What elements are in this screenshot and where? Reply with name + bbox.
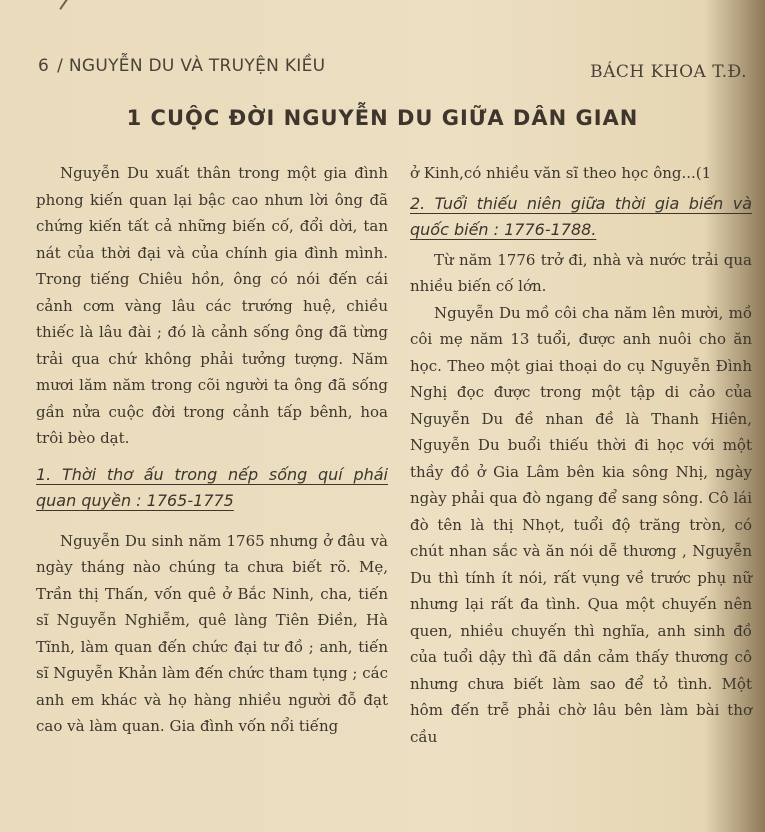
section-1-paragraph: Nguyễn Du sinh năm 1765 nhưng ở đâu và ngày tháng nào chúng ta chưa biết rõ. Mẹ, Trần thị Thấn, vốn quê ở Bắc Ninh, cha, tiến sĩ Nguyễn Nghiễm, quê làng Tiên Điền, Hà Tĩnh, làm quan đến chức đại tư đồ ; anh, tiến sĩ Nguyễn Khản làm đến chức tham tụng ; các anh em khác và họ hàng nhiều người đỗ đạt cao và làm quan. Gia đình vốn nổi tiếng bbox=[36, 531, 388, 735]
page-header bbox=[38, 56, 747, 84]
running-title: / NGUYỄN DU VÀ TRUYỆN KIỀU bbox=[57, 56, 326, 76]
publisher-label: BÁCH KHOA T.Đ. bbox=[590, 62, 747, 82]
right-column bbox=[410, 160, 752, 750]
intro-paragraph: Nguyễn Du xuất thân trong một gia đình phong kiến quan lại bậc cao nhưn lời ông đã chứng kiến tất cả những biến cố, đổi dời, tan nát của thời đại và của chính gia đình mình. Trong tiếng Chiêu hồn, ông có nói đến cái cảnh cơm vàng lâu các trướng huệ, chiều thiếc là lâu đài ; đó là cảnh sống ông đã từng trải qua chứ không phải tưởng tượng. Năm mươi lăm năm trong cõi người ta ông đã sống gần nửa cuộc đời trong cảnh tấp bênh, hoa trôi bèo dạt. bbox=[36, 164, 388, 447]
running-head-left bbox=[38, 56, 325, 76]
section-2-paragraph-1: Từ năm 1776 trở đi, nhà và nước trải qua nhiều biến cố lớn. bbox=[410, 250, 752, 295]
section-2-paragraph-2: Nguyễn Du mồ côi cha năm lên mười, mồ côi mẹ năm 13 tuổi, được anh nuôi cho ăn học. Theo một giai thoại do cụ Nguyễn Đình Nghị đọc được trong một tập di cảo của Nguyễn Du đề nhan đề là Thanh Hiên, Nguyễn Du buổi thiếu thời đi học với một thầy đồ ở Gia Lâm bên kia sông Nhị, ngày ngày phải qua đò ngang để sang sông. Cô lái đò tên là thị Nhọt, tuổi độ trăng tròn, có chút nhan sắc và ăn nói dễ thương , Nguyễn Du thì tính ít nói, rất vụng về trước phụ nữ nhưng lại rất đa tình. Qua một chuyến nên quen, nhiều chuyến thì nghĩa, anh sinh đồ của tuổi dậy thì đã dần cảm thấy thương cô nhưng chưa biết làm sao để tỏ tình. Một hôm đến trễ phải chờ lâu bên làm bài thơ cầu bbox=[410, 303, 752, 746]
left-column bbox=[36, 160, 388, 740]
ink-mark bbox=[59, 0, 78, 17]
section-2-heading: 2. Tuổi thiếu niên giữa thời gia biến và quốc biến : 1776-1788. bbox=[410, 193, 752, 239]
continuation-text: ở Kinh,có nhiều văn sĩ theo học ông...(1 bbox=[410, 164, 712, 182]
page-number: 6 bbox=[38, 56, 50, 76]
section-1-heading: 1. Thời thơ ấu trong nếp sống quí phái quan quyền : 1765-1775 bbox=[36, 464, 388, 510]
chapter-title: 1 CUỘC ĐỜI NGUYỄN DU GIỮA DÂN GIAN bbox=[126, 106, 639, 130]
